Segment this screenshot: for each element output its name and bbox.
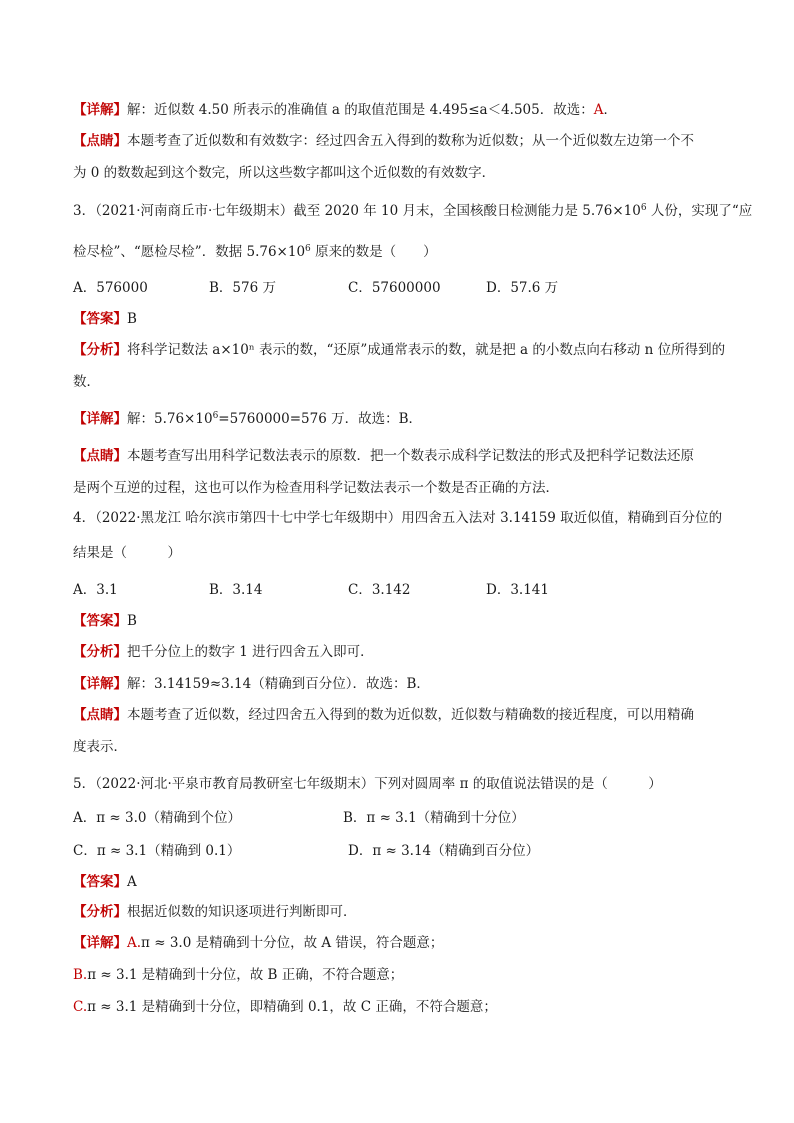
q3-answer: B [127, 311, 137, 327]
q5-detail-line-a [73, 934, 733, 952]
q4-answer: B [127, 613, 137, 629]
analysis-tag: 【分析】 [73, 644, 127, 660]
q5-stem-line: 5．（2022·河北·平泉市教育局教研室七年级期末）下列对圆周率 π 的取值说法错误的是（ ） [73, 776, 662, 792]
answer-tag: 【答案】 [73, 613, 127, 629]
q4-option-d: D．3.141 [486, 582, 549, 598]
q3-point-line-2: 是两个互逆的过程，这也可以作为检查用科学记数法表示一个数是否正确的方法． [73, 480, 559, 496]
q3-detail-line [73, 410, 733, 428]
q5-answer-line [73, 873, 733, 891]
q5-answer: A [127, 874, 137, 890]
q3-stem-text-2-end: 原来的数是（ ） [310, 244, 437, 260]
q3-stem-line-2 [73, 243, 733, 261]
q3-stem-line-1 [73, 202, 753, 220]
q5-detail-b-text: π ≈ 3.1 是精确到十分位，故 B 正确，不符合题意； [87, 967, 404, 983]
q3-option-d: D．57.6 万 [486, 280, 559, 296]
q4-point-text: 本题考查了近似数，经过四舍五入得到的数为近似数，近似数与精确数的接近程度，可以用精确 [127, 707, 694, 723]
q3-stem-text-2: 检尽检”、“愿检尽检”．数据 5.76×10 [73, 244, 306, 260]
q3-stem-text: 3．（2021·河南商丘市·七年级期末）截至 2020 年 10 月末，全国核酸日检测能力是 5.76×10 [73, 203, 641, 219]
q4-point-line-1 [73, 706, 733, 724]
q3-stem-exponent: 6 [640, 203, 647, 213]
q3-detail-exponent: 6 [212, 411, 219, 421]
q5-option-d: D．π ≈ 3.14（精确到百分位） [348, 843, 540, 859]
q4-answer-line [73, 612, 733, 630]
q4-option-a: A．3.1 [73, 582, 118, 598]
q5-detail-a-text: π ≈ 3.0 是精确到十分位，故 A 错误，符合题意； [141, 935, 444, 951]
answer-tag: 【答案】 [73, 311, 127, 327]
point-tag: 【点睛】 [73, 133, 127, 149]
q3-option-b: B．576 万 [209, 280, 276, 296]
q5-analysis-line [73, 903, 733, 921]
point-tag: 【点睛】 [73, 448, 127, 464]
q3-detail-text-end: =5760000=576 万．故选：B． [218, 411, 423, 427]
q4-detail-text: 解：3.14159≈3.14（精确到百分位）．故选：B． [127, 676, 430, 692]
q5-option-a: A．π ≈ 3.0（精确到个位） [73, 810, 241, 826]
detail-tag: 【详解】 [73, 935, 127, 951]
detail-answer: A [593, 102, 604, 118]
q5-detail-a-prefix: A. [127, 935, 142, 951]
q4-stem-line-1: 4．（2022·黑龙江 哈尔滨市第四十七中学七年级期中）用四舍五入法对 3.14159 取近似值，精确到百分位的 [73, 510, 723, 526]
detail-end: ． [603, 102, 617, 118]
detail-tag: 【详解】 [73, 411, 127, 427]
point-text: 本题考查了近似数和有效数字：经过四舍五入得到的数称为近似数；从一个近似数左边第一个不 [127, 133, 694, 149]
q5-detail-line-b [73, 966, 733, 984]
detail-line [73, 101, 733, 119]
q3-analysis-line-2: 数． [73, 374, 100, 390]
q4-detail-line [73, 675, 733, 693]
q3-stem-exponent-2: 6 [305, 244, 311, 254]
q3-analysis-line-1 [73, 341, 733, 359]
q4-stem-line-2: 结果是（ ） [73, 545, 181, 561]
q4-option-b: B．3.14 [209, 582, 263, 598]
q3-point-line-1 [73, 447, 733, 465]
point-line-2: 为 0 的数数起到这个数完，所以这些数字都叫这个近似数的有效数字． [73, 165, 496, 181]
detail-tag: 【详解】 [73, 102, 127, 118]
analysis-tag: 【分析】 [73, 904, 127, 920]
q5-option-c: C．π ≈ 3.1（精确到 0.1） [73, 843, 241, 859]
q5-detail-line-c [73, 998, 733, 1016]
q5-detail-b-prefix: B. [73, 967, 88, 983]
q3-detail-text: 解：5.76×10 [127, 411, 213, 427]
q3-point-text: 本题考查写出用科学记数法表示的原数．把一个数表示成科学记数法的形式及把科学记数法还原 [127, 448, 694, 464]
q5-analysis-text: 根据近似数的知识逐项进行判断即可． [127, 904, 357, 920]
q5-detail-c-prefix: C. [73, 999, 88, 1015]
q4-option-c: C．3.142 [348, 582, 411, 598]
q4-analysis-line [73, 643, 733, 661]
q3-option-a: A．576000 [73, 280, 148, 296]
analysis-tag: 【分析】 [73, 342, 127, 358]
q3-analysis-text: 将科学记数法 a×10ⁿ 表示的数，“还原”成通常表示的数，就是把 a 的小数点向右移动 n 位所得到的 [127, 342, 726, 358]
detail-tag: 【详解】 [73, 676, 127, 692]
q4-analysis-text: 把千分位上的数字 1 进行四舍五入即可． [127, 644, 374, 660]
q4-point-line-2: 度表示． [73, 739, 127, 755]
q3-stem-text-end: 人份，实现了“应 [646, 203, 753, 219]
q3-answer-line [73, 310, 733, 328]
point-line-1 [73, 132, 733, 150]
q5-option-b: B．π ≈ 3.1（精确到十分位） [343, 810, 525, 826]
q5-detail-c-text: π ≈ 3.1 是精确到十分位，即精确到 0.1，故 C 正确，不符合题意； [87, 999, 497, 1015]
detail-text: 解：近似数 4.50 所表示的准确值 a 的取值范围是 4.495≤a＜4.505．故选： [127, 102, 594, 118]
point-tag: 【点睛】 [73, 707, 127, 723]
answer-tag: 【答案】 [73, 874, 127, 890]
q3-option-c: C．57600000 [348, 280, 441, 296]
